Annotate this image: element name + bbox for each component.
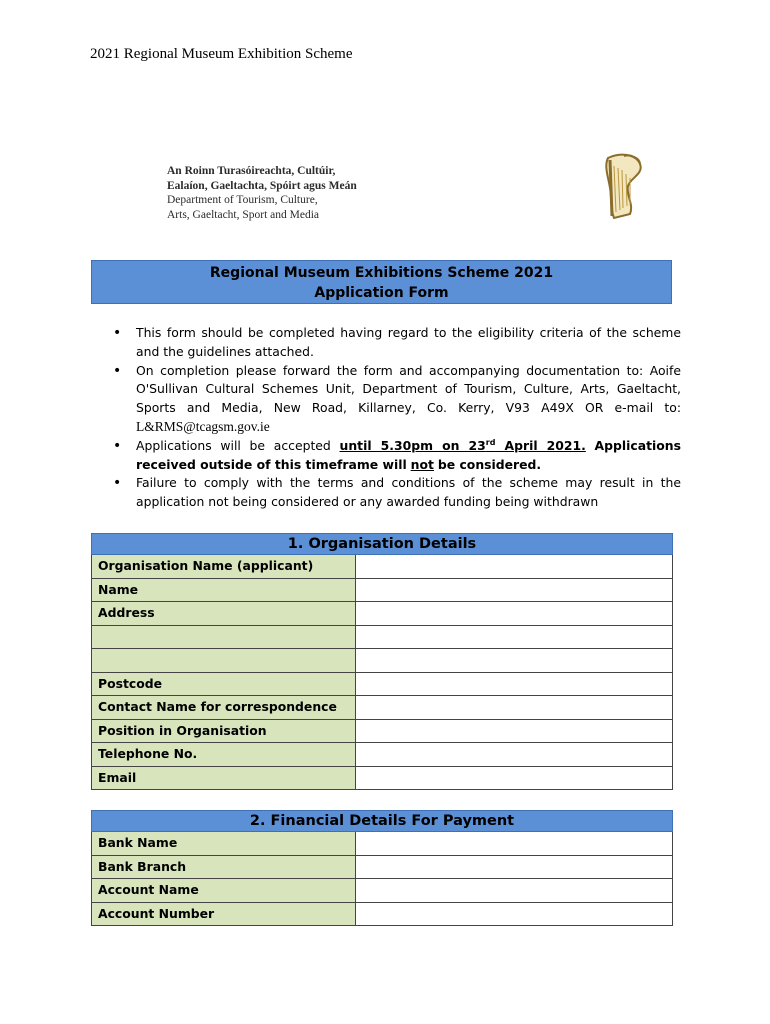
instructions-list xyxy=(113,324,681,512)
instruction-submission xyxy=(113,362,681,437)
deadline-warning: Applications received outside of this timeframe will xyxy=(136,437,681,472)
organisation-details-section xyxy=(91,533,673,790)
field-label: Postcode xyxy=(91,673,356,697)
field-label: Organisation Name (applicant) xyxy=(91,555,356,579)
dept-irish-line-2: Ealaíon, Gaeltachta, Spóirt agus Meán xyxy=(167,179,357,192)
form-row xyxy=(91,743,673,767)
field-input[interactable] xyxy=(356,555,673,579)
field-label: Email xyxy=(91,767,356,791)
financial-details-heading: 2. Financial Details For Payment xyxy=(91,810,673,832)
field-label: Bank Name xyxy=(91,832,356,856)
form-row xyxy=(91,696,673,720)
field-input[interactable] xyxy=(356,767,673,791)
deadline-warning-not: not xyxy=(410,456,434,472)
field-input[interactable] xyxy=(356,856,673,880)
form-title-banner xyxy=(91,260,672,304)
field-label: Name xyxy=(91,579,356,603)
field-label: Bank Branch xyxy=(91,856,356,880)
dept-english-line-1: Department of Tourism, Culture, xyxy=(167,194,318,206)
field-label: Account Number xyxy=(91,903,356,927)
field-input[interactable] xyxy=(356,626,673,650)
organisation-details-heading: 1. Organisation Details xyxy=(91,533,673,555)
field-input[interactable] xyxy=(356,879,673,903)
field-input[interactable] xyxy=(356,720,673,744)
instruction-compliance-text: Failure to comply with the terms and conditions of the scheme may result in the application not being considered or any awarded funding being withdrawn xyxy=(136,475,681,510)
instruction-submission-text: On completion please forward the form and accompanying documentation to: Aoife O'Sullivan Cultural Schemes Unit, Department of Tourism, Culture, Arts, Gaeltacht, Sports and Media, New Road, Killarney, Co. Kerry, V93 A49X OR e-mail to: xyxy=(136,362,681,416)
form-row xyxy=(91,673,673,697)
department-logo-text xyxy=(167,164,357,222)
field-input[interactable] xyxy=(356,903,673,927)
form-subtitle: Application Form xyxy=(314,285,449,301)
instruction-eligibility xyxy=(113,324,681,362)
dept-english-line-2: Arts, Gaeltacht, Sport and Media xyxy=(167,208,320,221)
deadline-date xyxy=(340,438,586,453)
form-row xyxy=(91,832,673,856)
form-row xyxy=(91,767,673,791)
financial-details-section xyxy=(91,810,673,926)
field-input[interactable] xyxy=(356,743,673,767)
field-label: Account Name xyxy=(91,879,356,903)
form-title: Regional Museum Exhibitions Scheme 2021 xyxy=(209,265,554,281)
field-label: Position in Organisation xyxy=(91,720,356,744)
field-label: Telephone No. xyxy=(91,743,356,767)
running-header: 2021 Regional Museum Exhibition Scheme xyxy=(90,46,353,62)
field-label xyxy=(91,626,356,650)
deadline-warning-end: be considered. xyxy=(437,456,542,472)
field-input[interactable] xyxy=(356,649,673,673)
field-label: Contact Name for correspondence xyxy=(91,696,356,720)
field-input[interactable] xyxy=(356,602,673,626)
form-row xyxy=(91,856,673,880)
field-input[interactable] xyxy=(356,579,673,603)
field-input[interactable] xyxy=(356,832,673,856)
field-label: Address xyxy=(91,602,356,626)
deadline-date-text: until 5.30pm on 23 xyxy=(339,437,486,453)
instruction-compliance xyxy=(113,474,681,512)
form-row xyxy=(91,626,673,650)
field-label xyxy=(91,649,356,673)
dept-irish-line-1: An Roinn Turasóireachta, Cultúir, xyxy=(167,165,336,177)
instruction-deadline xyxy=(113,437,681,475)
form-row xyxy=(91,903,673,927)
instruction-eligibility-text: This form should be completed having regard to the eligibility criteria of the scheme and the guidelines attached. xyxy=(136,325,681,359)
deadline-date-end: April 2021. xyxy=(504,437,586,453)
submission-email-link[interactable]: L&RMS@tcagsm.gov.ie xyxy=(136,418,270,434)
deadline-prefix: Applications will be accepted xyxy=(136,437,331,453)
form-row xyxy=(91,649,673,673)
field-input[interactable] xyxy=(356,673,673,697)
form-row xyxy=(91,879,673,903)
form-row xyxy=(91,579,673,603)
deadline-date-ordinal: rd xyxy=(485,437,496,447)
form-row xyxy=(91,602,673,626)
form-row xyxy=(91,555,673,579)
field-input[interactable] xyxy=(356,696,673,720)
form-row xyxy=(91,720,673,744)
harp-emblem-icon xyxy=(600,152,646,222)
